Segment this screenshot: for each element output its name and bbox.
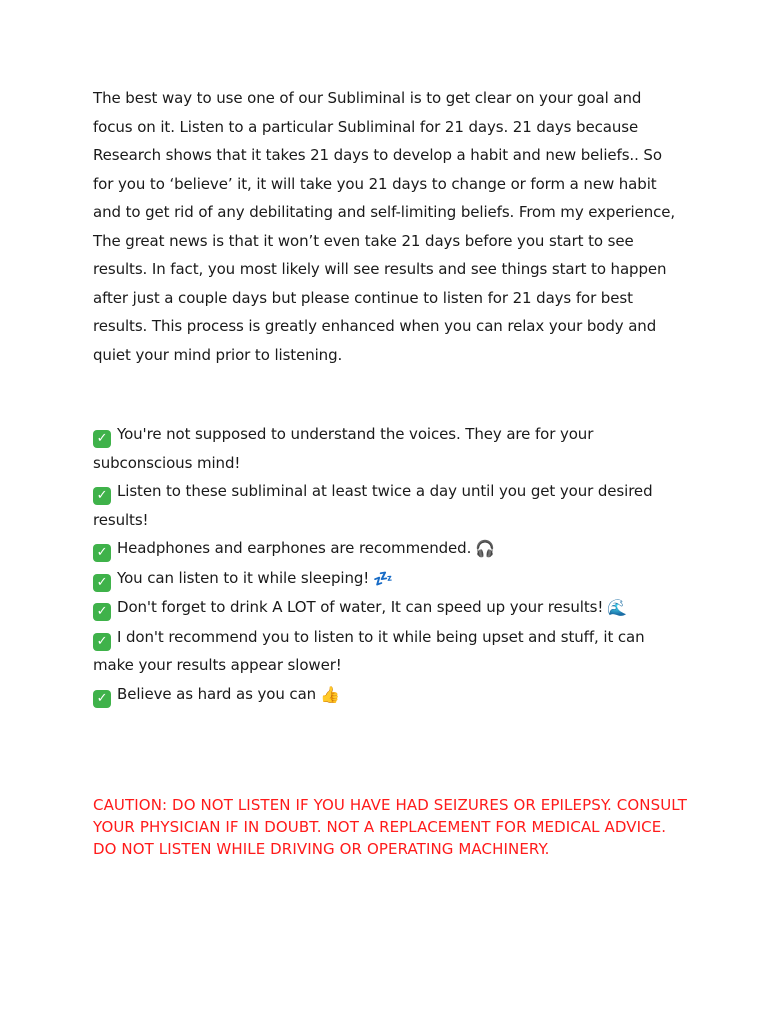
list-item (93, 623, 683, 680)
list-item (93, 477, 683, 534)
check-mark-icon: ✓ (93, 633, 111, 651)
list-item (93, 564, 683, 594)
water-wave-icon: 🌊 (607, 598, 628, 617)
tip-text: Listen to these subliminal at least twice a day until you get your desired results! (93, 482, 653, 529)
sleeping-zzz-icon: 💤 (373, 568, 394, 588)
tip-text: Believe as hard as you can (117, 684, 317, 703)
check-mark-icon: ✓ (93, 690, 111, 708)
list-item (93, 680, 683, 710)
tips-list (93, 420, 683, 709)
check-mark-icon: ✓ (93, 544, 111, 562)
caution-warning: CAUTION: DO NOT LISTEN IF YOU HAVE HAD SEIZURES OR EPILEPSY. CONSULT YOUR PHYSICIAN IF IN DOUBT. NOT A REPLACEMENT FOR MEDICAL ADVICE. DO NOT LISTEN WHILE DRIVING OR OPERATING MACHINERY. (93, 796, 687, 858)
check-mark-icon: ✓ (93, 603, 111, 621)
intro-paragraph: The best way to use one of our Subliminal is to get clear on your goal and focus on it. Listen to a particular Subliminal for 21 days. 21 days because Research shows that it takes 21 days to develop a habit and new beliefs.. So for you to ‘believe’ it, it will take you 21 days to change or form a new habit and to get rid of any debilitating and self-limiting beliefs. From my experience, The great news is that it won’t even take 21 days before you start to see results. In fact, you most likely will see results and see things start to happen after just a couple days but please continue to listen for 21 days for best results. This process is greatly enhanced when you can relax your body and quiet your mind prior to listening. (93, 89, 676, 364)
tip-text: You're not supposed to understand the voices. They are for your subconscious mind! (93, 425, 594, 472)
thumbs-up-icon: 👍 (320, 684, 340, 704)
list-item (93, 420, 683, 477)
list-item (93, 593, 683, 623)
check-mark-icon: ✓ (93, 430, 111, 448)
check-mark-icon: ✓ (93, 487, 111, 505)
list-item (93, 534, 683, 564)
tip-text: Headphones and earphones are recommended. (117, 539, 472, 557)
check-mark-icon: ✓ (93, 574, 111, 592)
tip-text: You can listen to it while sleeping! (117, 568, 370, 587)
headphones-icon: 🎧 (475, 539, 496, 558)
tip-text: Don't forget to drink A LOT of water, It can speed up your results! (117, 598, 604, 616)
tip-text: I don't recommend you to listen to it while being upset and stuff, it can make your results appear slower! (93, 627, 645, 674)
